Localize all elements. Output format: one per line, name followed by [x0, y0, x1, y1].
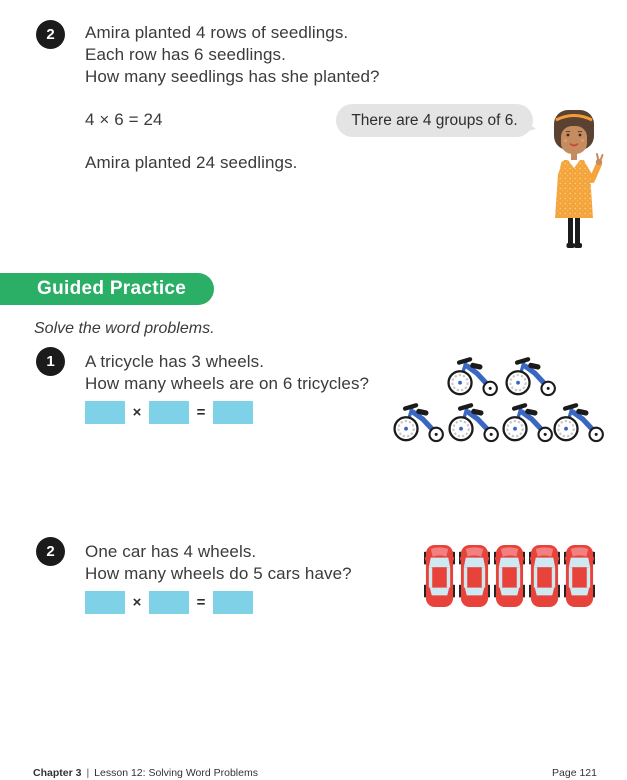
car-icon: [494, 543, 525, 609]
car-icon: [424, 543, 455, 609]
worked-example-line-3: How many seedlings has she planted?: [85, 67, 380, 86]
worked-example-line-2: Each row has 6 seedlings.: [85, 45, 286, 64]
worked-example-equation: 4 × 6 = 24: [85, 110, 163, 129]
problem-1-multiply-sign: ×: [132, 404, 142, 421]
tricycle-icon: [501, 400, 553, 444]
problem-1-line-2: How many wheels are on 6 tricycles?: [85, 374, 370, 393]
problem-2-number-badge: 2: [36, 537, 65, 566]
speech-bubble: [336, 104, 533, 137]
problem-2-multiply-sign: ×: [132, 594, 142, 611]
instruction-text: Solve the word problems.: [34, 320, 215, 337]
problem-1-text: [85, 351, 369, 395]
tricycle-icon: [392, 400, 444, 444]
problem-2-answer-box-1[interactable]: [85, 591, 125, 614]
worked-example-number-badge: 2: [36, 20, 65, 49]
tricycles-illustration: [388, 352, 620, 452]
problem-2-text: [85, 541, 352, 585]
footer-chapter: Chapter 3: [33, 767, 82, 779]
tricycle-icon: [446, 354, 498, 398]
speech-bubble-text: There are 4 groups of 6.: [351, 111, 518, 129]
problem-1-answer-box-3[interactable]: [213, 401, 253, 424]
problem-2-equation-row: [85, 591, 253, 614]
problem-2-equals-sign: =: [196, 594, 206, 611]
worked-example-line-1: Amira planted 4 rows of seedlings.: [85, 23, 349, 42]
worked-example-text: [85, 22, 380, 88]
guided-practice-title: Guided Practice: [37, 278, 187, 299]
tricycle-icon: [447, 400, 499, 444]
tricycle-icon: [504, 354, 556, 398]
cars-illustration: [424, 543, 595, 609]
footer-page-number: Page 121: [552, 767, 597, 779]
footer-chapter-lesson: [33, 767, 258, 779]
problem-2-answer-box-2[interactable]: [149, 591, 189, 614]
footer-separator: |: [86, 767, 90, 779]
problem-1-equals-sign: =: [196, 404, 206, 421]
guided-practice-banner: [0, 273, 214, 305]
footer-lesson: Lesson 12: Solving Word Problems: [94, 767, 258, 779]
problem-1-equation-row: [85, 401, 253, 424]
car-icon: [459, 543, 490, 609]
tricycle-icon: [552, 400, 604, 444]
problem-2-answer-box-3[interactable]: [213, 591, 253, 614]
problem-1-answer-box-1[interactable]: [85, 401, 125, 424]
worked-example-answer-sentence: Amira planted 24 seedlings.: [85, 153, 298, 172]
car-icon: [529, 543, 560, 609]
problem-2-line-1: One car has 4 wheels.: [85, 542, 257, 561]
problem-2-line-2: How many wheels do 5 cars have?: [85, 564, 352, 583]
problem-1-line-1: A tricycle has 3 wheels.: [85, 352, 265, 371]
problem-1-number-badge: 1: [36, 347, 65, 376]
girl-character-icon: [534, 102, 614, 252]
car-icon: [564, 543, 595, 609]
problem-1-answer-box-2[interactable]: [149, 401, 189, 424]
